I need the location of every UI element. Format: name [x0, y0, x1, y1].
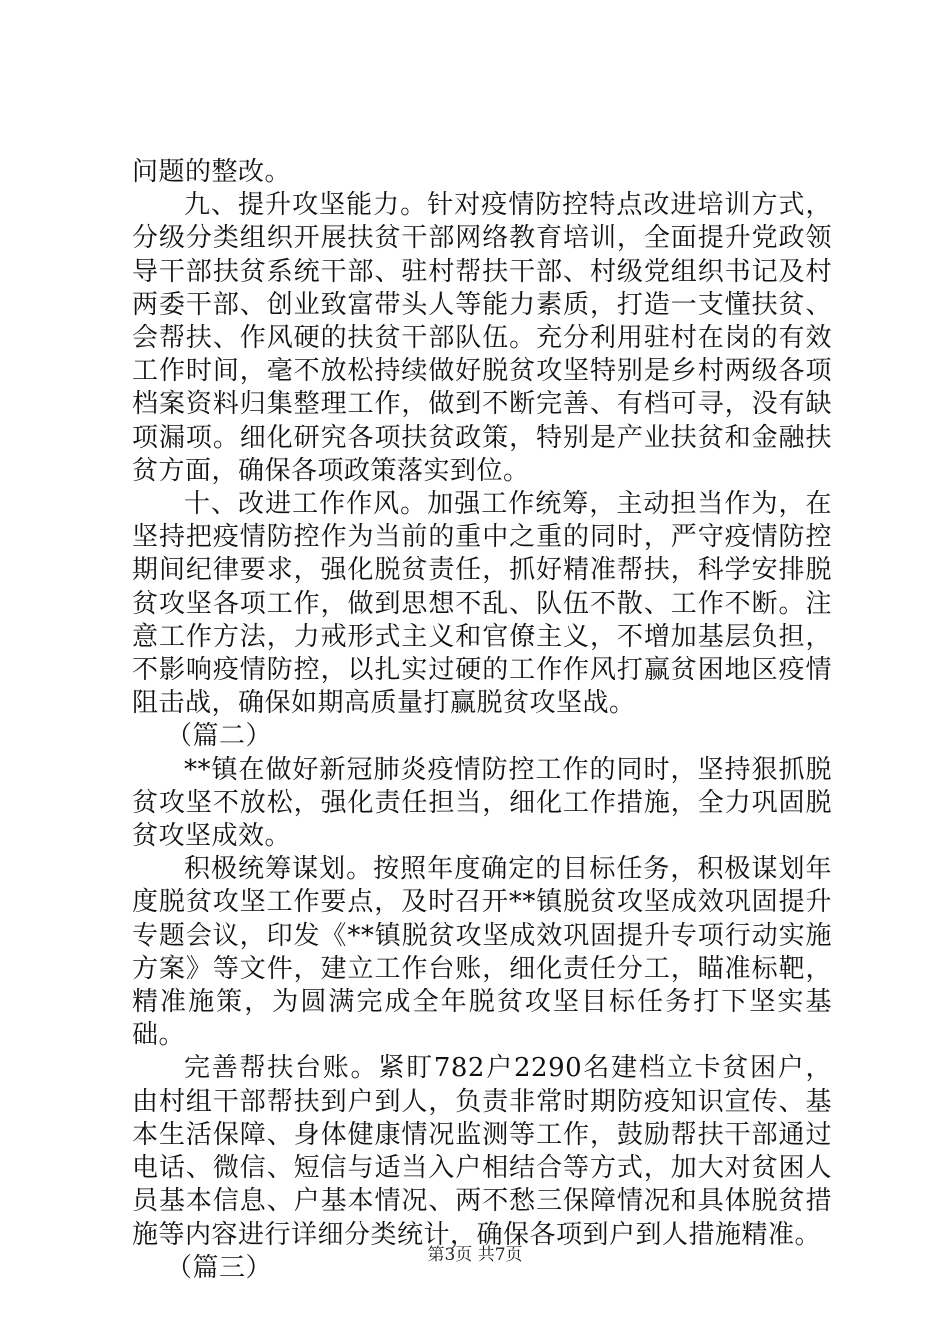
section-heading-two: （篇二）	[166, 721, 273, 752]
document-body	[132, 156, 832, 1285]
paragraph-item-ten: 十、改进工作作风。加强工作统筹，主动担当作为，在坚持把疫情防控作为当前的重中之重的同时，严守疫情防控期间纪律要求，强化脱贫责任，抓好精准帮扶，科学安排脱贫攻坚各项工作，做到思想不乱、队伍不散、工作不断。注意工作方法，力戒形式主义和官僚主义，不增加基层负担，不影响疫情防控，以扎实过硬的工作作风打赢贫困地区疫情阻击战，确保如期高质量打赢脱贫攻坚战。	[132, 489, 832, 719]
paragraph-item-nine: 九、提升攻坚能力。针对疫情防控特点改进培训方式，分级分类组织开展扶贫干部网络教育培训，全面提升党政领导干部扶贫系统干部、驻村帮扶干部、村级党组织书记及村两委干部、创业致富带头人等能力素质，打造一支懂扶贫、会帮扶、作风硬的扶贫干部队伍。充分利用驻村在岗的有效工作时间，毫不放松持续做好脱贫攻坚特别是乡村两级各项档案资料归集整理工作，做到不断完善、有档可寻，没有缺项漏项。细化研究各项扶贫政策，特别是产业扶贫和金融扶贫方面，确保各项政策落实到位。	[132, 190, 832, 486]
paragraph-intro: **镇在做好新冠肺炎疫情防控工作的同时，坚持狠抓脱贫攻坚不放松，强化责任担当，细化工作措施，全力巩固脱贫攻坚成效。	[132, 754, 832, 852]
paragraph-ledger: 完善帮扶台账。紧盯782户2290名建档立卡贫困户，由村组干部帮扶到户到人，负责非常时期防疫知识宣传、基本生活保障、身体健康情况监测等工作，鼓励帮扶干部通过电话、微信、短信与适当入户相结合等方式，加大对贫困人员基本信息、户基本情况、两不愁三保障情况和具体脱贫措施等内容进行详细分类统计，确保各项到户到人措施精准。	[132, 1053, 832, 1250]
page-footer: 第3页 共7页	[427, 1245, 523, 1265]
paragraph-continuation: 问题的整改。	[132, 157, 292, 187]
paragraph-planning: 积极统筹谋划。按照年度确定的目标任务，积极谋划年度脱贫攻坚工作要点，及时召开**镇脱贫攻坚成效巩固提升专题会议，印发《**镇脱贫攻坚成效巩固提升专项行动实施方案》等文件，建立工作台账，细化责任分工，瞄准标靶，精准施策，为圆满完成全年脱贫攻坚目标任务打下坚实基础。	[132, 854, 832, 1051]
section-heading-three: （篇三）	[166, 1252, 273, 1283]
